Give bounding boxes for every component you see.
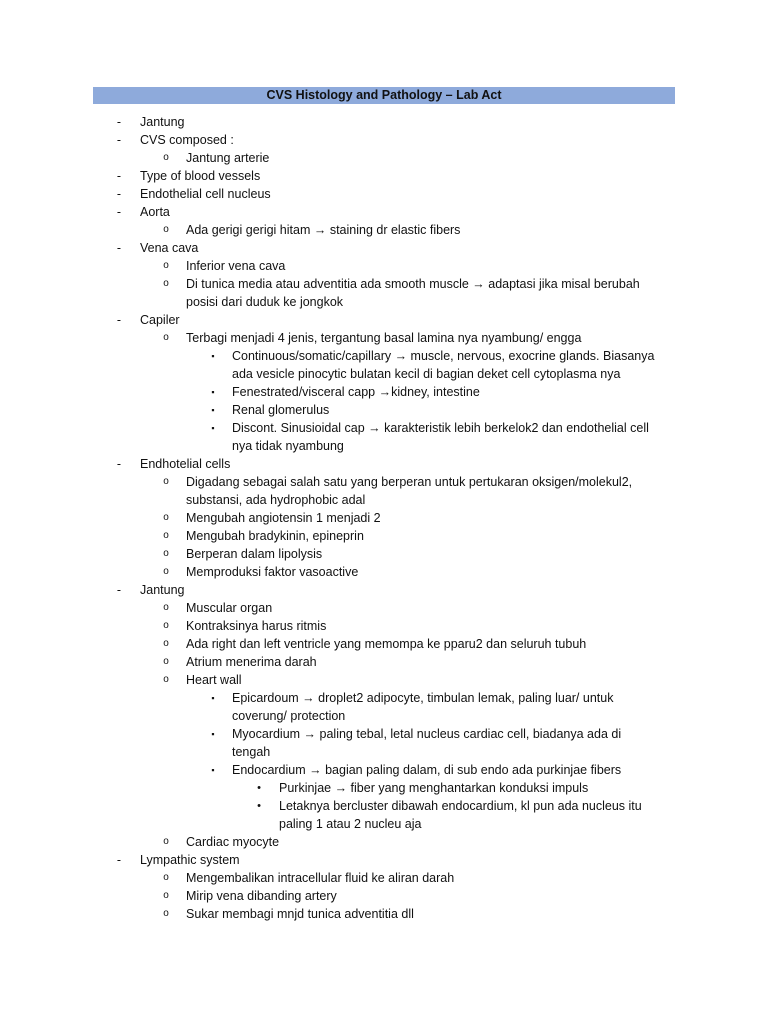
list-item-line: CVS composed : xyxy=(140,133,234,147)
list-item xyxy=(0,257,768,275)
list-item xyxy=(0,275,768,311)
list-item-line: Inferior vena cava xyxy=(186,259,286,273)
list-item xyxy=(0,113,768,131)
list-item-text xyxy=(186,221,460,239)
list-item-line: Vena cava xyxy=(140,241,199,255)
list-item-text xyxy=(186,545,322,563)
bullet-marker: - xyxy=(116,853,122,867)
list-item-line: Aorta xyxy=(140,205,170,219)
list-item-text xyxy=(140,311,180,329)
list-item-line: Ada right dan left ventricle yang memompa ke pparu2 dan seluruh tubuh xyxy=(186,637,587,651)
bullet-marker: ▪ xyxy=(211,765,215,775)
bullet-marker: • xyxy=(257,800,261,812)
bullet-marker: ▪ xyxy=(211,405,215,415)
list-item xyxy=(0,851,768,869)
list-item-line: Cardiac myocyte xyxy=(186,835,280,849)
list-item-line: Endhotelial cells xyxy=(140,457,231,471)
list-item-line: ada vesicle pinocytic bulatan kecil di bagian deket cell cytoplasma nya xyxy=(232,367,621,381)
list-item-line: Endothelial cell nucleus xyxy=(140,187,271,201)
list-item-text xyxy=(186,563,358,581)
list-item xyxy=(0,545,768,563)
list-item-text xyxy=(232,689,613,725)
list-item xyxy=(0,779,768,797)
bullet-marker: o xyxy=(163,530,169,541)
list-item-line: Digadang sebagai salah satu yang berperan untuk pertukaran oksigen/molekul2, xyxy=(186,475,633,489)
list-item xyxy=(0,599,768,617)
bullet-marker: o xyxy=(163,152,169,163)
list-item-text xyxy=(232,761,621,779)
list-item-text xyxy=(140,851,240,869)
list-item-text xyxy=(186,869,454,887)
list-item-line: Myocardium → paling tebal, letal nucleus cardiac cell, biadanya ada di xyxy=(232,727,622,741)
list-item-line: Type of blood vessels xyxy=(140,169,261,183)
bullet-marker: - xyxy=(116,187,122,201)
bullet-marker: ▪ xyxy=(211,351,215,361)
list-item xyxy=(0,185,768,203)
list-item xyxy=(0,311,768,329)
list-item xyxy=(0,635,768,653)
list-item xyxy=(0,887,768,905)
list-item xyxy=(0,239,768,257)
list-item-text xyxy=(279,779,588,797)
list-item-line: paling 1 atau 2 nucleu aja xyxy=(279,817,422,831)
bullet-marker: o xyxy=(163,908,169,919)
list-item-line: Heart wall xyxy=(186,673,242,687)
list-item-line: Ada gerigi gerigi hitam → staining dr elastic fibers xyxy=(186,223,461,237)
list-item xyxy=(0,761,768,779)
list-item-text xyxy=(186,527,364,545)
list-item-line: Epicardoum → droplet2 adipocyte, timbulan lemak, paling luar/ untuk xyxy=(232,691,614,705)
list-item xyxy=(0,833,768,851)
list-item-text xyxy=(140,167,260,185)
list-item xyxy=(0,671,768,689)
bullet-marker: o xyxy=(163,332,169,343)
list-item-text xyxy=(186,887,337,905)
list-item xyxy=(0,383,768,401)
bullet-marker: ▪ xyxy=(211,423,215,433)
bullet-outline xyxy=(0,113,768,923)
list-item-line: nya tidak nyambung xyxy=(232,439,344,453)
bullet-marker: o xyxy=(163,278,169,289)
list-item xyxy=(0,905,768,923)
list-item-line: Mengubah angiotensin 1 menjadi 2 xyxy=(186,511,381,525)
list-item-text xyxy=(232,419,649,455)
list-item-text xyxy=(186,275,640,311)
list-item xyxy=(0,725,768,761)
list-item-line: Mengubah bradykinin, epineprin xyxy=(186,529,364,543)
list-item-text xyxy=(140,581,184,599)
bullet-marker: o xyxy=(163,260,169,271)
list-item-text xyxy=(232,347,654,383)
list-item-line: posisi dari duduk ke jongkok xyxy=(186,295,344,309)
list-item-line: coverung/ protection xyxy=(232,709,346,723)
list-item-line: Atrium menerima darah xyxy=(186,655,317,669)
list-item-text xyxy=(140,203,170,221)
list-item xyxy=(0,689,768,725)
bullet-marker: ▪ xyxy=(211,729,215,739)
list-item xyxy=(0,617,768,635)
list-item-text xyxy=(140,185,271,203)
list-item-text xyxy=(186,473,632,509)
list-item-line: Continuous/somatic/capillary → muscle, nervous, exocrine glands. Biasanya xyxy=(232,349,655,363)
list-item-text xyxy=(232,383,480,401)
list-item-line: Jantung xyxy=(140,115,185,129)
list-item-line: Lympathic system xyxy=(140,853,240,867)
list-item-line: Kontraksinya harus ritmis xyxy=(186,619,327,633)
bullet-marker: o xyxy=(163,620,169,631)
list-item-line: tengah xyxy=(232,745,271,759)
list-item-line: Jantung arterie xyxy=(186,151,270,165)
bullet-marker: o xyxy=(163,656,169,667)
list-item xyxy=(0,797,768,833)
list-item xyxy=(0,401,768,419)
bullet-marker: o xyxy=(163,674,169,685)
list-item xyxy=(0,203,768,221)
list-item-line: Letaknya bercluster dibawah endocardium, kl pun ada nucleus itu xyxy=(279,799,642,813)
list-item-text xyxy=(186,599,272,617)
list-item-line: Mirip vena dibanding artery xyxy=(186,889,337,903)
list-item-text xyxy=(186,905,414,923)
list-item xyxy=(0,653,768,671)
bullet-marker: o xyxy=(163,548,169,559)
bullet-marker: - xyxy=(116,313,122,327)
list-item-text xyxy=(186,149,269,167)
list-item-text xyxy=(232,401,329,419)
list-item-text xyxy=(279,797,642,833)
list-item xyxy=(0,455,768,473)
list-item xyxy=(0,131,768,149)
list-item xyxy=(0,473,768,509)
list-item xyxy=(0,329,768,347)
list-item-text xyxy=(186,833,279,851)
bullet-marker: - xyxy=(116,457,122,471)
bullet-marker: - xyxy=(116,115,122,129)
list-item-text xyxy=(186,509,381,527)
list-item-line: Capiler xyxy=(140,313,180,327)
bullet-marker: ▪ xyxy=(211,387,215,397)
list-item-text xyxy=(186,635,586,653)
list-item-line: Muscular organ xyxy=(186,601,273,615)
bullet-marker: o xyxy=(163,224,169,235)
list-item xyxy=(0,581,768,599)
list-item xyxy=(0,167,768,185)
list-item xyxy=(0,419,768,455)
list-item-text xyxy=(140,131,234,149)
list-item-text xyxy=(186,653,317,671)
list-item xyxy=(0,347,768,383)
list-item xyxy=(0,563,768,581)
list-item-text xyxy=(186,617,326,635)
list-item xyxy=(0,221,768,239)
bullet-marker: o xyxy=(163,638,169,649)
list-item-line: Renal glomerulus xyxy=(232,403,330,417)
bullet-marker: - xyxy=(116,205,122,219)
list-item xyxy=(0,527,768,545)
list-item xyxy=(0,149,768,167)
bullet-marker: o xyxy=(163,890,169,901)
bullet-marker: - xyxy=(116,169,122,183)
list-item-line: Discont. Sinusioidal cap → karakteristik lebih berkelok2 dan endothelial cell xyxy=(232,421,649,435)
bullet-marker: - xyxy=(116,583,122,597)
bullet-marker: - xyxy=(116,133,122,147)
bullet-marker: ▪ xyxy=(211,693,215,703)
list-item-text xyxy=(186,329,581,347)
list-item-line: Fenestrated/visceral capp →kidney, intestine xyxy=(232,385,480,399)
document-title: CVS Histology and Pathology – Lab Act xyxy=(93,87,675,104)
bullet-marker: o xyxy=(163,476,169,487)
bullet-marker: o xyxy=(163,512,169,523)
list-item-line: Terbagi menjadi 4 jenis, tergantung basal lamina nya nyambung/ engga xyxy=(186,331,582,345)
list-item-text xyxy=(186,257,285,275)
list-item xyxy=(0,509,768,527)
list-item-line: Berperan dalam lipolysis xyxy=(186,547,323,561)
list-item-line: Sukar membagi mnjd tunica adventitia dll xyxy=(186,907,414,921)
bullet-marker: o xyxy=(163,602,169,613)
bullet-marker: - xyxy=(116,241,122,255)
bullet-marker: o xyxy=(163,566,169,577)
list-item-text xyxy=(140,239,198,257)
list-item-text xyxy=(140,455,230,473)
list-item-line: Endocardium → bagian paling dalam, di sub endo ada purkinjae fibers xyxy=(232,763,622,777)
list-item-line: Jantung xyxy=(140,583,185,597)
list-item-line: Memproduksi faktor vasoactive xyxy=(186,565,359,579)
list-item-line: Mengembalikan intracellular fluid ke aliran darah xyxy=(186,871,455,885)
bullet-marker: o xyxy=(163,836,169,847)
list-item-text xyxy=(232,725,621,761)
list-item-text xyxy=(140,113,184,131)
bullet-marker: • xyxy=(257,782,261,794)
list-item-text xyxy=(186,671,242,689)
list-item-line: Di tunica media atau adventitia ada smooth muscle → adaptasi jika misal berubah xyxy=(186,277,640,291)
bullet-marker: o xyxy=(163,872,169,883)
list-item-line: Purkinjae → fiber yang menghantarkan konduksi impuls xyxy=(279,781,589,795)
list-item xyxy=(0,869,768,887)
list-item-line: substansi, ada hydrophobic adal xyxy=(186,493,366,507)
